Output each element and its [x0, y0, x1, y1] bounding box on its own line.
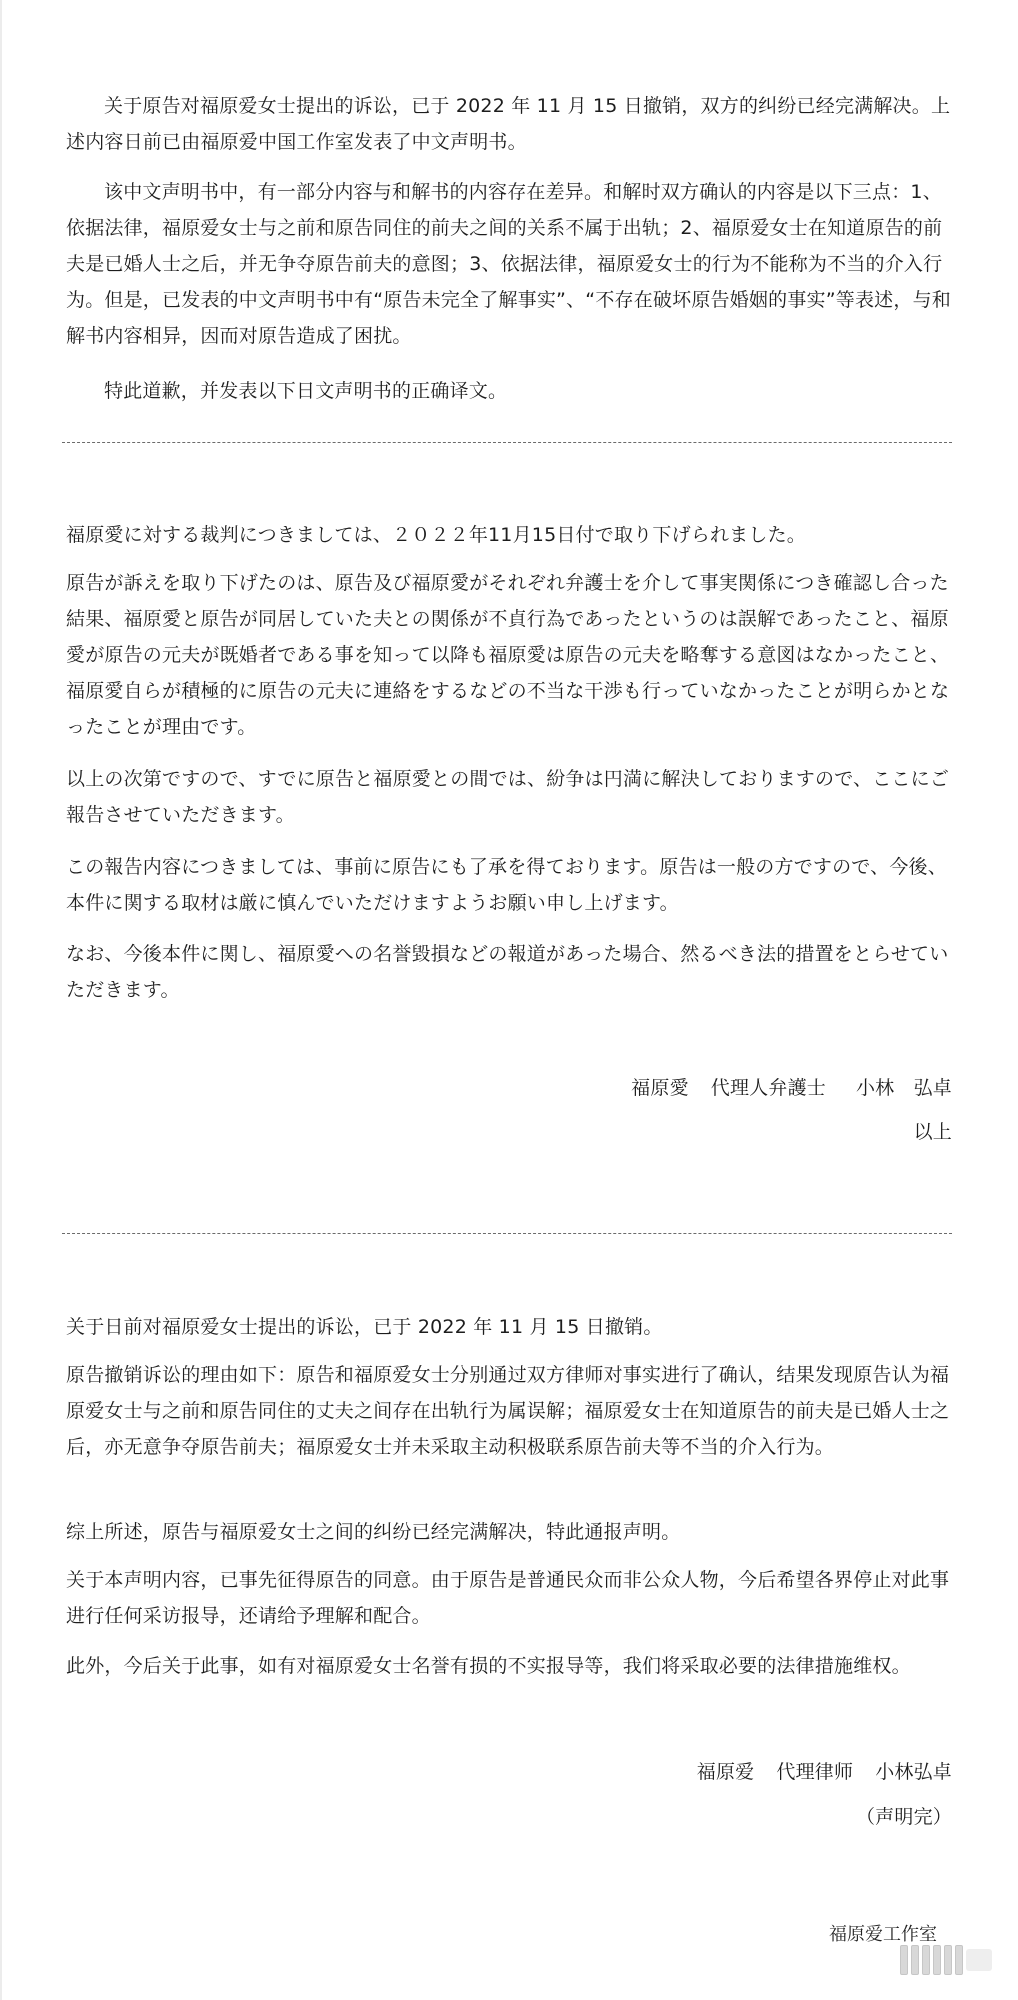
translation-signature-lawyer: 小林弘卓 — [875, 1761, 952, 1783]
watermark-bar — [944, 1945, 952, 1975]
translation-signature — [697, 1758, 952, 1786]
platform-watermark — [900, 1942, 1014, 1978]
translation-p1: 关于日前对福原爱女士提出的诉讼，已于 2022 年 11 月 15 日撤销。 — [66, 1316, 663, 1338]
watermark-tail — [966, 1949, 992, 1971]
translation-p3: 综上所述，原告与福原爱女士之间的纠纷已经完满解决，特此通报声明。 — [66, 1521, 681, 1543]
chinese-statement-p2: 该中文声明书中，有一部分内容与和解书的内容存在差异。和解时双方确认的内容是以下三点：1、依据法律，福原爱女士与之前和原告同住的前夫之间的关系不属于出轨；2、福原爱女士在知道原告的前夫是已婚人士之后，并无争夺原告前夫的意图；3、依据法律，福原爱女士的行为不能称为不当的介入行为。但是，已发表的中文声明书中有“原告未完全了解事实”、“不存在破坏原告婚姻的事实”等表述，与和解书内容相异，因而对原告造成了困扰。 — [66, 181, 951, 347]
watermark-bar — [900, 1945, 908, 1975]
watermark-bar — [933, 1945, 941, 1975]
japanese-signature-name: 福原愛 — [631, 1077, 689, 1099]
translation-closing: （声明完） — [855, 1806, 952, 1828]
japanese-signature-role: 代理人弁護士 — [710, 1077, 826, 1099]
japanese-statement-p3: 以上の次第ですので、すでに原告と福原愛との間では、紛争は円満に解決しておりますので、ここにご報告させていただきます。 — [66, 768, 950, 826]
watermark-bar — [911, 1945, 919, 1975]
translation-p5: 此外，今后关于此事，如有对福原爱女士名誉有损的不实报导等，我们将采取必要的法律措施维权。 — [66, 1655, 911, 1677]
japanese-statement-p1: 福原愛に対する裁判につきましては、２０２２年11月15日付で取り下げられました。 — [66, 524, 806, 546]
section-divider-1 — [62, 442, 952, 443]
japanese-statement-p4: この報告内容につきましては、事前に原告にも了承を得ております。原告は一般の方ですので、今後、本件に関する取材は厳に慎んでいただけますようお願い申し上げます。 — [66, 856, 947, 914]
japanese-closing: 以上 — [913, 1121, 952, 1143]
translation-p4: 关于本声明内容，已事先征得原告的同意。由于原告是普通民众而非公众人物，今后希望各界停止对此事进行任何采访报导，还请给予理解和配合。 — [66, 1569, 950, 1627]
chinese-statement-p3: 特此道歉，并发表以下日文声明书的正确译文。 — [104, 380, 508, 402]
chinese-statement-p1: 关于原告对福原爱女士提出的诉讼，已于 2022 年 11 月 15 日撤销，双方的纠纷已经完满解决。上述内容日前已由福原爱中国工作室发表了中文声明书。 — [66, 95, 951, 153]
japanese-signature-lawyer: 小林 弘卓 — [855, 1077, 952, 1099]
japanese-statement-p5: なお、今後本件に関し、福原愛への名誉毀損などの報道があった場合、然るべき法的措置をとらせていただきます。 — [66, 943, 949, 1001]
japanese-signature — [631, 1074, 952, 1102]
translation-signature-role: 代理律师 — [776, 1761, 854, 1783]
watermark-bar — [955, 1945, 963, 1975]
translation-p2: 原告撤销诉讼的理由如下：原告和福原爱女士分别通过双方律师对事实进行了确认，结果发现原告认为福原爱女士与之前和原告同住的丈夫之间存在出轨行为属误解；福原爱女士在知道原告的前夫是已婚人士之后，亦无意争夺原告前夫；福原爱女士并未采取主动积极联系原告前夫等不当的介入行为。 — [66, 1364, 950, 1458]
japanese-statement-p2: 原告が訴えを取り下げたのは、原告及び福原愛がそれぞれ弁護士を介して事実関係につき確認し合った結果、福原愛と原告が同居していた夫との関係が不貞行為であったというのは誤解であったこと、福原愛が原告の元夫が既婚者である事を知って以降も福原愛は原告の元夫を略奪する意図はなかったこと、福原愛自らが積極的に原告の元夫に連絡をするなどの不当な干渉も行っていなかったことが明らかとなったことが理由です。 — [66, 572, 950, 738]
translation-signature-name: 福原爱 — [696, 1761, 755, 1783]
section-divider-2 — [62, 1233, 952, 1234]
page-edge — [0, 0, 2, 2000]
studio-signature: 福原爱工作室 — [829, 1924, 937, 1945]
watermark-bar — [922, 1945, 930, 1975]
